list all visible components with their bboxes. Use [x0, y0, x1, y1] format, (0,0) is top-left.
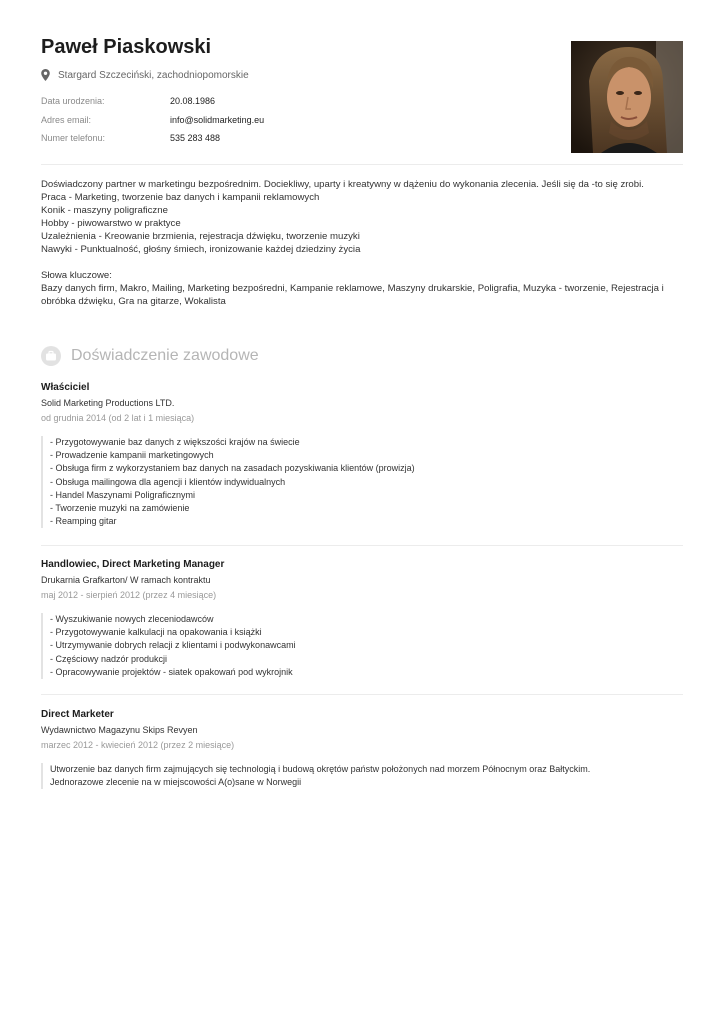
job-period: od grudnia 2014 (od 2 lat i 1 miesiąca): [41, 413, 195, 423]
job-duty: - Przygotowywanie baz danych z większości krajów na świecie: [50, 437, 300, 447]
keywords-title: Słowa kluczowe:: [41, 270, 112, 281]
header-divider: [41, 164, 683, 165]
job-duty: - Częściowy nadzór produkcji: [50, 653, 168, 664]
job-duty: - Wyszukiwanie nowych zleceniodawców: [50, 614, 214, 624]
job-divider: [41, 545, 683, 546]
job-title: Direct Marketer: [41, 709, 114, 720]
job-duty: - Przygotowywanie kalkulacji na opakowania i książki: [50, 627, 262, 638]
job-company: Solid Marketing Productions LTD.: [41, 398, 175, 408]
profile-photo: [571, 41, 683, 153]
keywords-list: Bazy danych firm, Makro, Mailing, Marketing bezpośredni, Kampanie reklamowe, Maszyny drukarskie, Poligrafia, Muzyka - tworzenie, Rejestracja i obróbka dźwięku, Gra na gitarze, Wokalista: [41, 283, 664, 307]
job-company: Wydawnictwo Magazynu Skips Revyen: [41, 725, 198, 735]
email-label: Adres email:: [41, 115, 92, 125]
job-divider: [41, 694, 683, 695]
job-entry: [41, 559, 683, 679]
phone-label: Numer telefonu:: [41, 133, 106, 143]
job-entry: [41, 709, 683, 789]
experience-heading: [41, 346, 259, 366]
phone-value: 535 283 488: [170, 133, 221, 143]
job-description: [41, 613, 683, 679]
job-description: [41, 763, 683, 789]
job-duty: - Obsługa mailingowa dla agencji i klientów indywidualnych: [50, 476, 286, 487]
job-duty: - Reamping gitar: [50, 516, 117, 527]
job-entry: [41, 382, 683, 528]
job-duty: - Opracowywanie projektów - siatek opakowań pod wykrojnik: [50, 666, 293, 677]
job-duty: - Obsługa firm z wykorzystaniem baz danych na zasadach pozyskiwania klientów (prowizja): [50, 463, 415, 474]
job-duty: - Prowadzenie kampanii marketingowych: [50, 450, 214, 461]
summary-line: Uzależnienia - Kreowanie brzmienia, rejestracja dźwięku, tworzenie muzyki: [41, 231, 360, 242]
summary-line: Praca - Marketing, tworzenie baz danych i kampanii reklamowych: [41, 192, 320, 203]
location: [41, 69, 249, 81]
job-period: marzec 2012 - kwiecień 2012 (przez 2 miesiące): [41, 740, 235, 750]
map-pin-icon: [41, 69, 50, 81]
job-description: [41, 436, 683, 528]
birth-date-value: 20.08.1986: [170, 96, 216, 106]
summary-line: Nawyki - Punktualność, głośny śmiech, ironizowanie każdej dziedziny życia: [41, 244, 361, 255]
portrait-illustration: [571, 41, 683, 153]
summary-line: Doświadczony partner w marketingu bezpośrednim. Dociekliwy, uparty i kreatywny w dążeniu do wykonania zlecenia. Jeśli się da -to się zrobi.: [41, 179, 644, 190]
job-duty: Jednorazowe zlecenie na w miejscowości A(o)sane w Norwegii: [50, 777, 302, 788]
job-duty: - Utrzymywanie dobrych relacji z klientami i podwykonawcami: [50, 640, 296, 651]
location-text: Stargard Szczeciński, zachodniopomorskie: [58, 69, 249, 81]
job-period: maj 2012 - sierpień 2012 (przez 4 miesiące): [41, 590, 217, 600]
job-title: Handlowiec, Direct Marketing Manager: [41, 559, 225, 570]
job-duty: Utworzenie baz danych firm zajmujących się technologią i budową okrętów państw położonych nad morzem Północnym oraz Bałtyckim.: [50, 764, 591, 774]
birth-date-label: Data urodzenia:: [41, 96, 105, 106]
job-title: Właściciel: [41, 382, 90, 393]
briefcase-icon: [41, 346, 61, 366]
person-name: Paweł Piaskowski: [41, 36, 212, 58]
section-title: Doświadczenie zawodowe: [71, 347, 259, 364]
summary-line: Konik - maszyny poligraficzne: [41, 205, 168, 216]
job-company: Drukarnia Grafkarton/ W ramach kontraktu: [41, 575, 211, 585]
job-duty: - Tworzenie muzyki na zamówienie: [50, 503, 190, 514]
email-value[interactable]: info@solidmarketing.eu: [170, 115, 265, 125]
job-duty: - Handel Maszynami Poligraficznymi: [50, 489, 196, 500]
summary: [41, 178, 691, 308]
summary-line: Hobby - piwowarstwo w praktyce: [41, 218, 181, 229]
